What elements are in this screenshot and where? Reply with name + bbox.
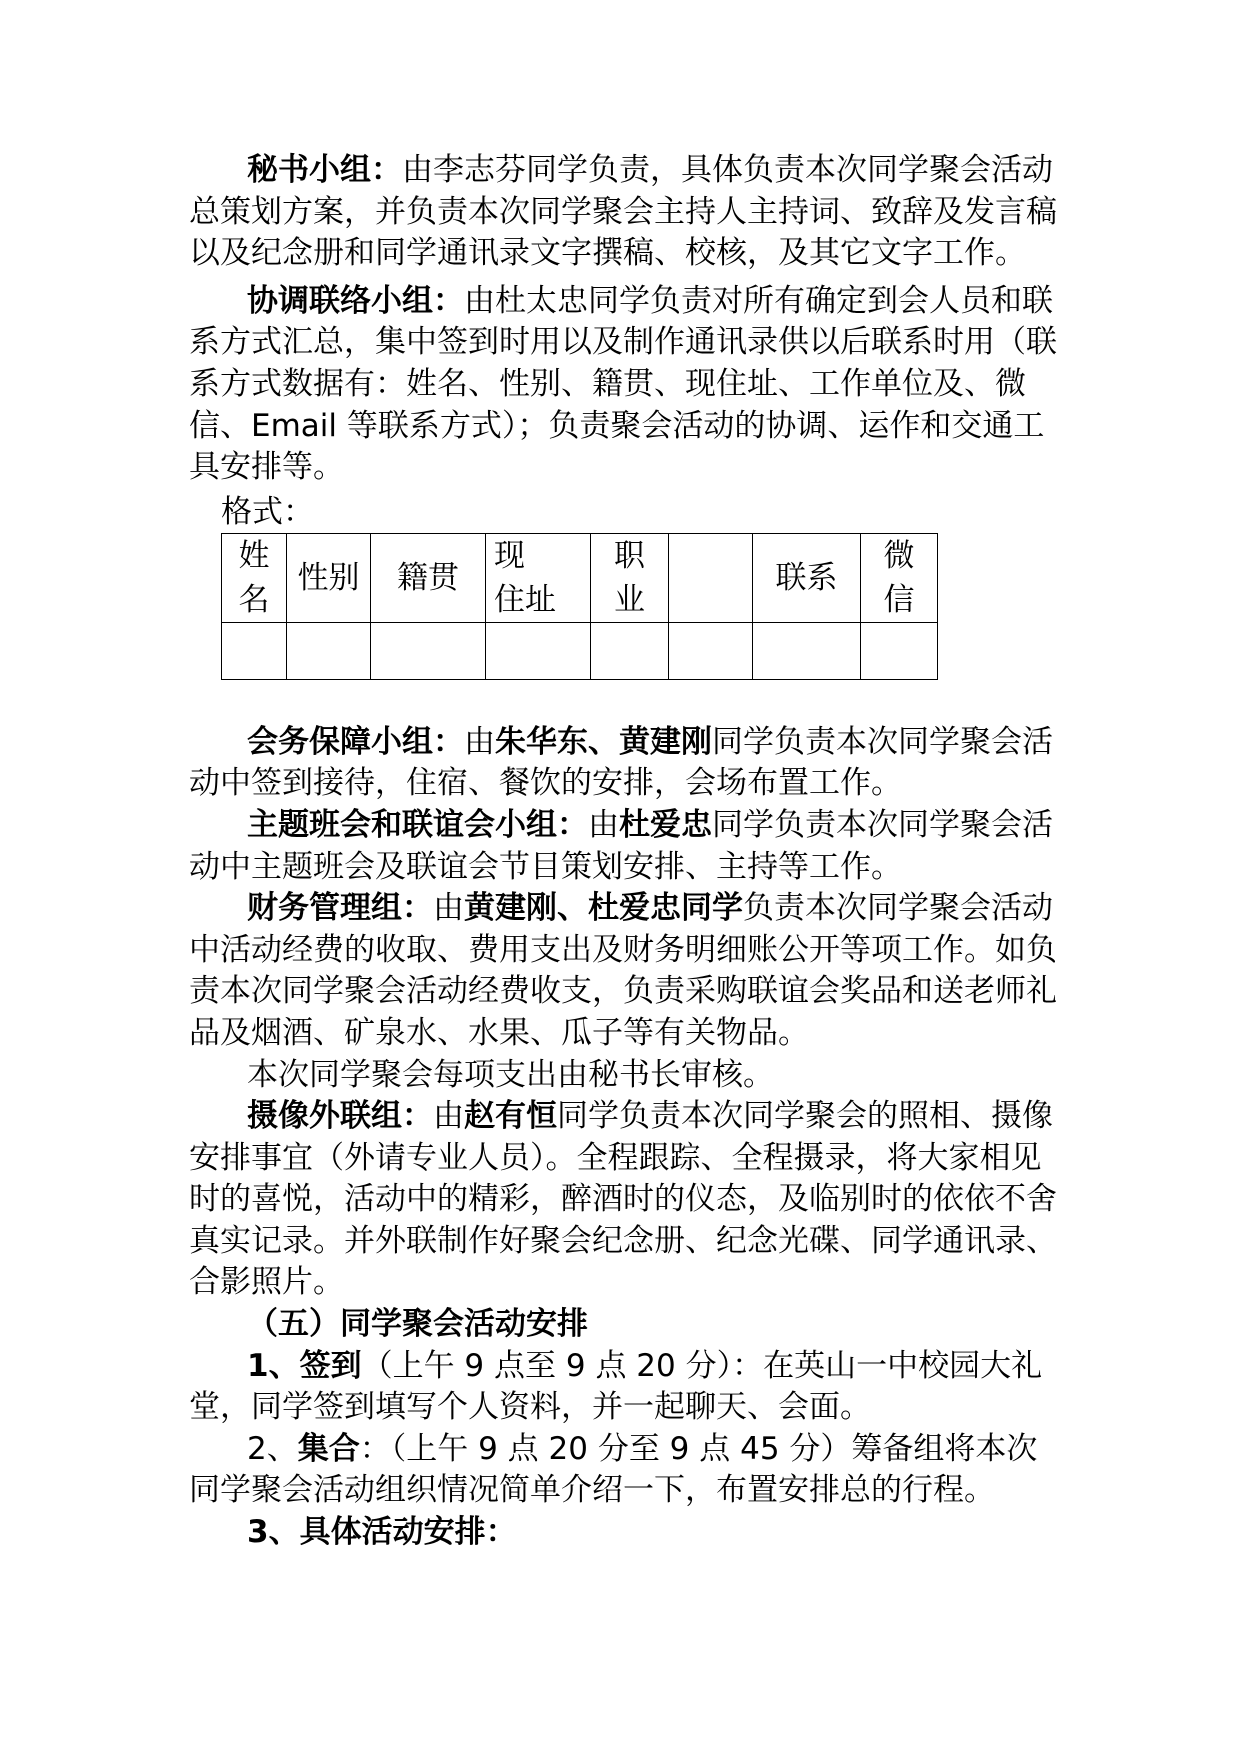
logistics-paragraph — [189, 722, 1059, 805]
photo-names: 赵有恒 — [464, 1098, 557, 1135]
format-empty-row — [222, 622, 938, 679]
item2-label: 集合 — [297, 1430, 360, 1467]
item1-text: （上午 9 点至 9 点 20 分）：在英山一中校园大礼堂，同学签到填写个人资料，并一起聊天、会面。 — [189, 1347, 1043, 1426]
header-cell-address: 现 住址 — [486, 533, 591, 622]
finance-text: 负责本次同学聚会活动中活动经费的收取、费用支出及财务明细账公开等项工作。如负责本次同学聚会活动经费收支，负责采购联谊会奖品和送老师礼品及烟酒、矿泉水、水果、瓜子等有关物品。 — [189, 890, 1057, 1051]
finance-pre: 由 — [433, 890, 464, 927]
coordination-paragraph — [189, 281, 1059, 489]
header-cell-hometown: 籍贯 — [371, 533, 486, 622]
section5-item3-heading: 3、具体活动安排： — [247, 1514, 517, 1551]
finance-heading: 财务管理组： — [247, 890, 433, 927]
table-cell — [287, 622, 371, 679]
theme-heading: 主题班会和联谊会小组： — [247, 806, 588, 843]
photo-pre: 由 — [433, 1098, 464, 1135]
header-cell-gender: 性别 — [287, 533, 371, 622]
table-cell — [861, 622, 938, 679]
finance-paragraph — [189, 888, 1059, 1054]
header-cell-blank — [669, 533, 753, 622]
finance-names: 黄建刚、杜爱忠同学 — [464, 890, 743, 927]
item1-num: 1、 — [247, 1347, 300, 1384]
section5-title: （五）同学聚会活动安排 — [247, 1306, 588, 1343]
coordination-heading: 协调联络小组： — [247, 282, 464, 319]
document-page — [189, 150, 1059, 1554]
section5-item2 — [189, 1429, 1059, 1512]
table-cell — [669, 622, 753, 679]
header-cell-wechat: 微信 — [861, 533, 938, 622]
item1-label: 签到 — [299, 1347, 362, 1384]
coordination-text: 由杜太忠同学负责对所有确定到会人员和联系方式汇总，集中签到时用以及制作通讯录供以后联系时用（联系方式数据有：姓名、性别、籍贯、现住址、工作单位及、微信、Email 等联系方式）；负责聚会活动的协调、运作和交通工具安排等。 — [189, 282, 1057, 486]
theme-text: 同学负责本次同学聚会活动中主题班会及联谊会节目策划安排、主持等工作。 — [189, 806, 1053, 885]
header-cell-contact: 联系 — [753, 533, 861, 622]
table-cell — [371, 622, 486, 679]
table-cell — [486, 622, 591, 679]
logistics-text: 同学负责本次同学聚会活动中签到接待，住宿、餐饮的安排，会场布置工作。 — [189, 723, 1053, 802]
theme-paragraph — [189, 805, 1059, 888]
theme-pre: 由 — [588, 806, 619, 843]
secretariat-text: 由李志芬同学负责，具体负责本次同学聚会活动总策划方案，并负责本次同学聚会主持人主持词、致辞及发言稿以及纪念册和同学通讯录文字撰稿、校核，及其它文字工作。 — [189, 152, 1057, 272]
table-cell — [222, 622, 287, 679]
secretariat-paragraph — [189, 150, 1059, 275]
logistics-names: 朱华东、黄建刚 — [495, 723, 712, 760]
finance-note: 本次同学聚会每项支出由秘书长审核。 — [247, 1056, 774, 1093]
format-label: 格式： — [221, 493, 314, 530]
table-cell — [591, 622, 669, 679]
table-cell — [753, 622, 861, 679]
logistics-pre: 由 — [464, 723, 495, 760]
header-cell-occupation: 职业 — [591, 533, 669, 622]
photo-text: 同学负责本次同学聚会的照相、摄像安排事宜（外请专业人员）。全程跟踪、全程摄录，将大家相见时的喜悦，活动中的精彩，醉酒时的仪态，及临别时的依依不舍真实记录。并外联制作好聚会纪念册、纪念光碟、同学通讯录、合影照片。 — [189, 1098, 1057, 1301]
logistics-heading: 会务保障小组： — [247, 723, 464, 760]
photo-paragraph — [189, 1096, 1059, 1304]
item2-num: 2、 — [247, 1430, 298, 1467]
photo-heading: 摄像外联组： — [247, 1098, 433, 1135]
spacer — [189, 680, 1059, 722]
header-cell-name: 姓名 — [222, 533, 287, 622]
format-table — [221, 533, 938, 680]
item2-text: ：（上午 9 点 20 分至 9 点 45 分）筹备组将本次同学聚会活动组织情况简单介绍一下，布置安排总的行程。 — [189, 1430, 1038, 1509]
section5-item1 — [189, 1346, 1059, 1429]
format-header-row — [222, 533, 938, 622]
theme-names: 杜爱忠 — [619, 806, 712, 843]
secretariat-heading: 秘书小组： — [247, 152, 402, 188]
